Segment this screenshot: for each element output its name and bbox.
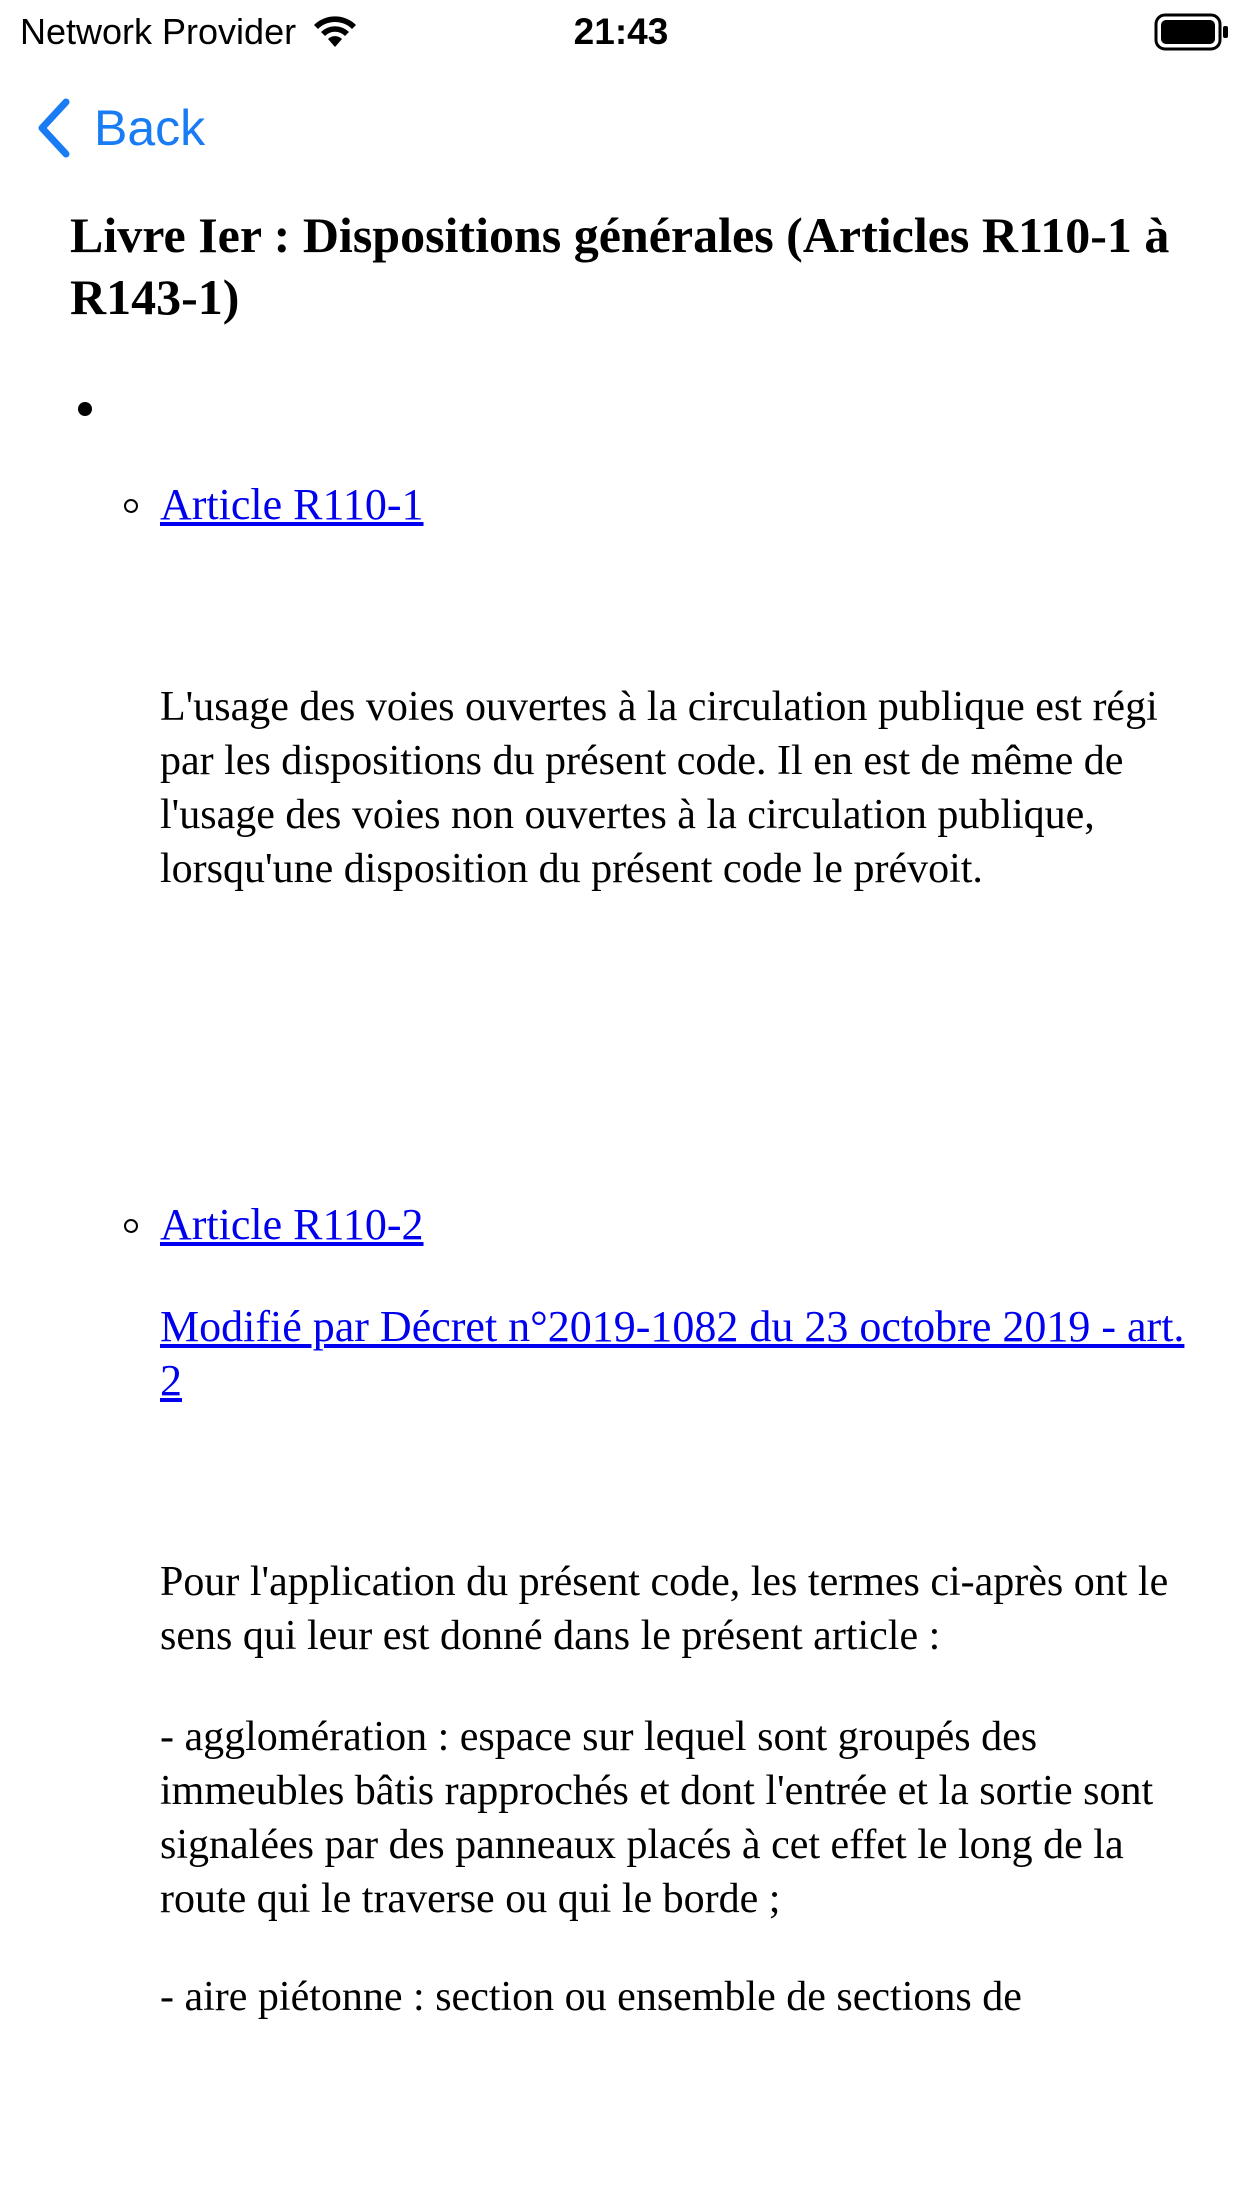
- web-content[interactable]: [0, 180, 1242, 2020]
- article-link-r110-1[interactable]: Article R110-1: [160, 480, 424, 529]
- modification-link[interactable]: Modifié par Décret n°2019-1082 du 23 octobre 2019 - art. 2: [160, 1302, 1185, 1405]
- back-label: Back: [94, 100, 206, 156]
- clock: 21:43: [573, 11, 669, 52]
- status-bar: [0, 0, 1242, 66]
- back-button[interactable]: [36, 88, 205, 168]
- chevron-left-icon: [36, 98, 70, 158]
- article-link-r110-2[interactable]: Article R110-2: [160, 1200, 424, 1249]
- article-paragraph: L'usage des voies ouvertes à la circulation publique est régi par les dispositions du présent code. Il en est de même de l'usage des voies non ouvertes à la circulation publique, lorsqu'une disposition du présent code le prévoit.: [160, 684, 1158, 892]
- article-paragraph: - agglomération : espace sur lequel sont groupés des immeubles bâtis rapprochés et dont l'entrée et la sortie sont signalées par des panneaux placés à cet effet le long de la route qui le traverse ou qui le borde ;: [160, 1714, 1154, 1922]
- sublist-bullet: [124, 1219, 138, 1233]
- page-title: Livre Ier : Dispositions générales (Articles R110-1 à R143-1): [70, 207, 1170, 325]
- list-bullet: [78, 402, 92, 416]
- sublist-bullet: [124, 499, 138, 513]
- battery-icon: [1154, 12, 1230, 57]
- nav-bar: [0, 88, 1242, 168]
- carrier-label: Network Provider: [20, 11, 297, 52]
- article-paragraph: - aire piétonne : section ou ensemble de sections de: [160, 1974, 1022, 2020]
- article-paragraph: Pour l'application du présent code, les termes ci-après ont le sens qui leur est donné dans le présent article :: [160, 1559, 1169, 1659]
